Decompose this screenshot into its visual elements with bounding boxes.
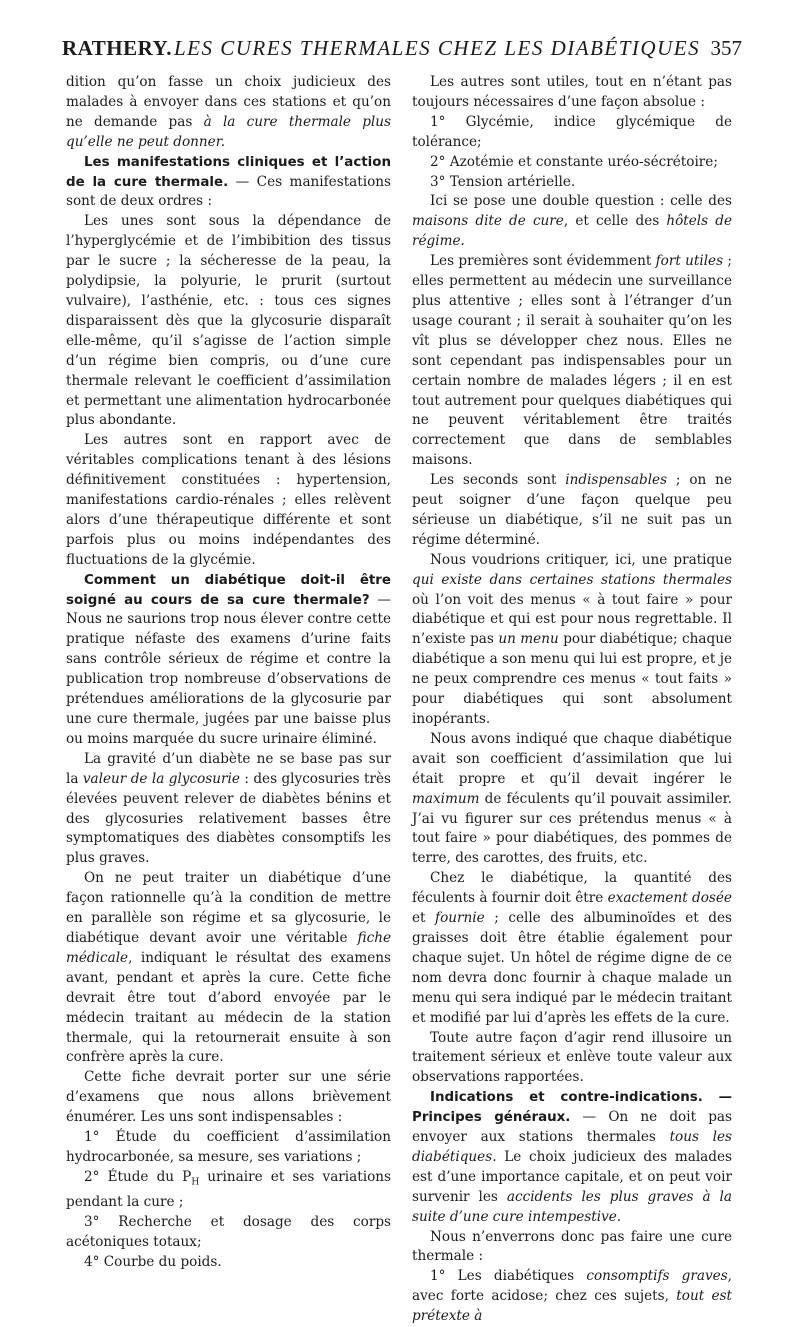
list-item: 1° Les diabétiques consomptifs graves, avec forte acidose; chez ces sujets, tout est prétexte à [412,1268,732,1325]
paragraph: Les autres sont en rapport avec de véritables complications tenant à des lésions définitivement constituées : hypertension, manifestations cardio-rénales ; elles relèvent alors d’une thérapeutique différente et sont parfois plus ou moins indépendantes des fluctuations de la glycémie. [66,432,391,568]
paragraph: Nous avons indiqué que chaque diabétique avait son coefficient d’assimilation que lui était propre et qu’il devait ingérer le maximum de féculents qu’il pouvait assimiler. J’ai vu figurer sur ces prétendus menus « à tout faire » pour diabétiques, des pommes de terre, des carottes, des fruits, etc. [412,730,732,867]
paragraph: On ne peut traiter un diabétique d’une façon rationnelle qu’à la condition de mettre en parallèle son régime et sa glycosurie, le diabétique devant avoir une véritable fiche médicale, indiquant le résultat des examens avant, pendant et après la cure. Cette fiche devrait être tout d’abord envoyée par le médecin traitant au médecin de la station thermale, qui la retournerait ensuite à son confrère après la cure. [66,870,391,1066]
paragraph: Les autres sont utiles, tout en n’étant pas toujours nécessaires d’une façon absolue : [412,74,732,110]
paragraph: Toute autre façon d’agir rend illusoire un traitement sérieux et enlève toute valeur aux observations rapportées. [412,1029,732,1086]
header-title: LES CURES THERMALES CHEZ LES DIABÉTIQUES [174,36,701,60]
list-item: 2° Azotémie et constante uréo-sécrétoire; [430,153,718,170]
section-heading-care: Comment un diabétique doit-il être soigné au cours de sa cure thermale? — Nous ne saurions trop nous élever contre cette pratique néfaste des examens d’urine faits sans contrôle sérieux de régime et contre la publication trop nombreuse d’observations de prétendues améliorations de la glycosurie par une cure thermale, jugées par une baisse plus ou moins marquée du sucre urinaire éliminé. [66,572,392,747]
section-heading-indications: Indications et contre-indications. — Principes généraux. — On ne doit pas envoyer aux stations thermales tous les diabétiques. Le choix judicieux des malades est d’une importance capitale, et on peut voir survenir les accidents les plus graves à la suite d’une cure intempestive. [412,1090,732,1225]
page-number: 357 [710,36,742,60]
left-column [66,73,391,1273]
paragraph: Nous voudrions critiquer, ici, une pratique qui existe dans certaines stations thermales où l’on voit des menus « à tout faire » pour diabétique et qui est pour nous regrettable. Il n’existe pas un menu pour diabétique; chaque diabétique a son menu qui lui est propre, et je ne peux comprendre ces menus « tout faits » pour diabétiques qui sont absolument inopérants. [412,551,733,727]
list-item: 1° Glycémie, indice glycémique de tolérance; [412,113,732,150]
right-column [412,73,732,1327]
running-header [62,36,742,66]
paragraph: La gravité d’un diabète ne se base pas sur la valeur de la glycosurie : des glycosuries très élevées peuvent relever de diabètes bénins et des glycosuries relativement basses être symptomatiques des diabètes consomptifs les plus graves. [66,750,391,867]
section-heading-clinical: Les manifestations cliniques et l’action de la cure thermale. — Ces manifestations sont de deux ordres : [66,154,391,210]
list-item: 1° Étude du coefficient d’assimilation hydrocarbonée, sa mesure, ses variations ; [66,1129,391,1165]
list-item: 4° Courbe du poids. [84,1254,222,1271]
paragraph: Les seconds sont indispensables ; on ne peut soigner d’une façon quelque peu sérieuse un diabétique, s’il ne suit pas un régime déterminé. [412,472,732,548]
paragraph: dition qu’on fasse un choix judicieux des malades à envoyer dans ces stations et qu’on ne demande pas à la cure thermale plus qu’elle ne peut donner. [66,74,391,150]
paragraph: Nous n’enverrons donc pas faire une cure thermale : [412,1228,732,1265]
paragraph: Les unes sont sous la dépendance de l’hyperglycémie et de l’imbibition des tissus par le sucre ; la sécheresse de la peau, la polydipsie, la polyurie, le prurit (surtout vulvaire), l’asthénie, etc. : tous ces signes disparaissent dès que la glycosurie disparaît elle-même, qu’il s’agisse de l’action simple d’un régime bien compris, ou d’une cure thermale relevant le coefficient d’assimilation et permettant une alimentation hydrocarbonée plus abondante. [66,213,391,429]
paragraph: Chez le diabétique, la quantité des féculents à fournir doit être exactement dosée et fournie ; celle des albuminoïdes et des graisses doit être établie également pour chaque sujet. Un hôtel de régime digne de ce nom devra donc fournir à chaque malade un menu qui sera indiqué par le médecin traitant et modifié par lui d’après les effets de la cure. [412,870,732,1026]
list-item: 2° Étude du $P_H$ urinaire et ses variations pendant la cure ; [66,1168,391,1211]
header-author: RATHERY. [62,36,173,60]
paragraph: Ici se pose une double question : celle des maisons dite de cure, et celle des hôtels de régime. [412,193,732,250]
list-item: 3° Tension artérielle. [430,173,576,190]
list-item: 3° Recherche et dosage des corps acétoniques totaux; [66,1214,391,1251]
paragraph: Cette fiche devrait porter sur une série d’examens que nous allons brièvement énumérer. Les uns sont indispensables : [66,1069,391,1126]
paragraph: Les premières sont évidemment fort utiles ; elles permettent au médecin une surveillance plus attentive ; elles sont à l’étranger d’un usage courant ; il serait à souhaiter qu’on les vît plus se développer chez nous. Elles ne sont cependant pas indispensables pour un certain nombre de malades légers ; il en est tout autrement pour quelques diabétiques qui ne peuvent véritablement être traités correctement que dans de semblables maisons. [412,253,732,469]
